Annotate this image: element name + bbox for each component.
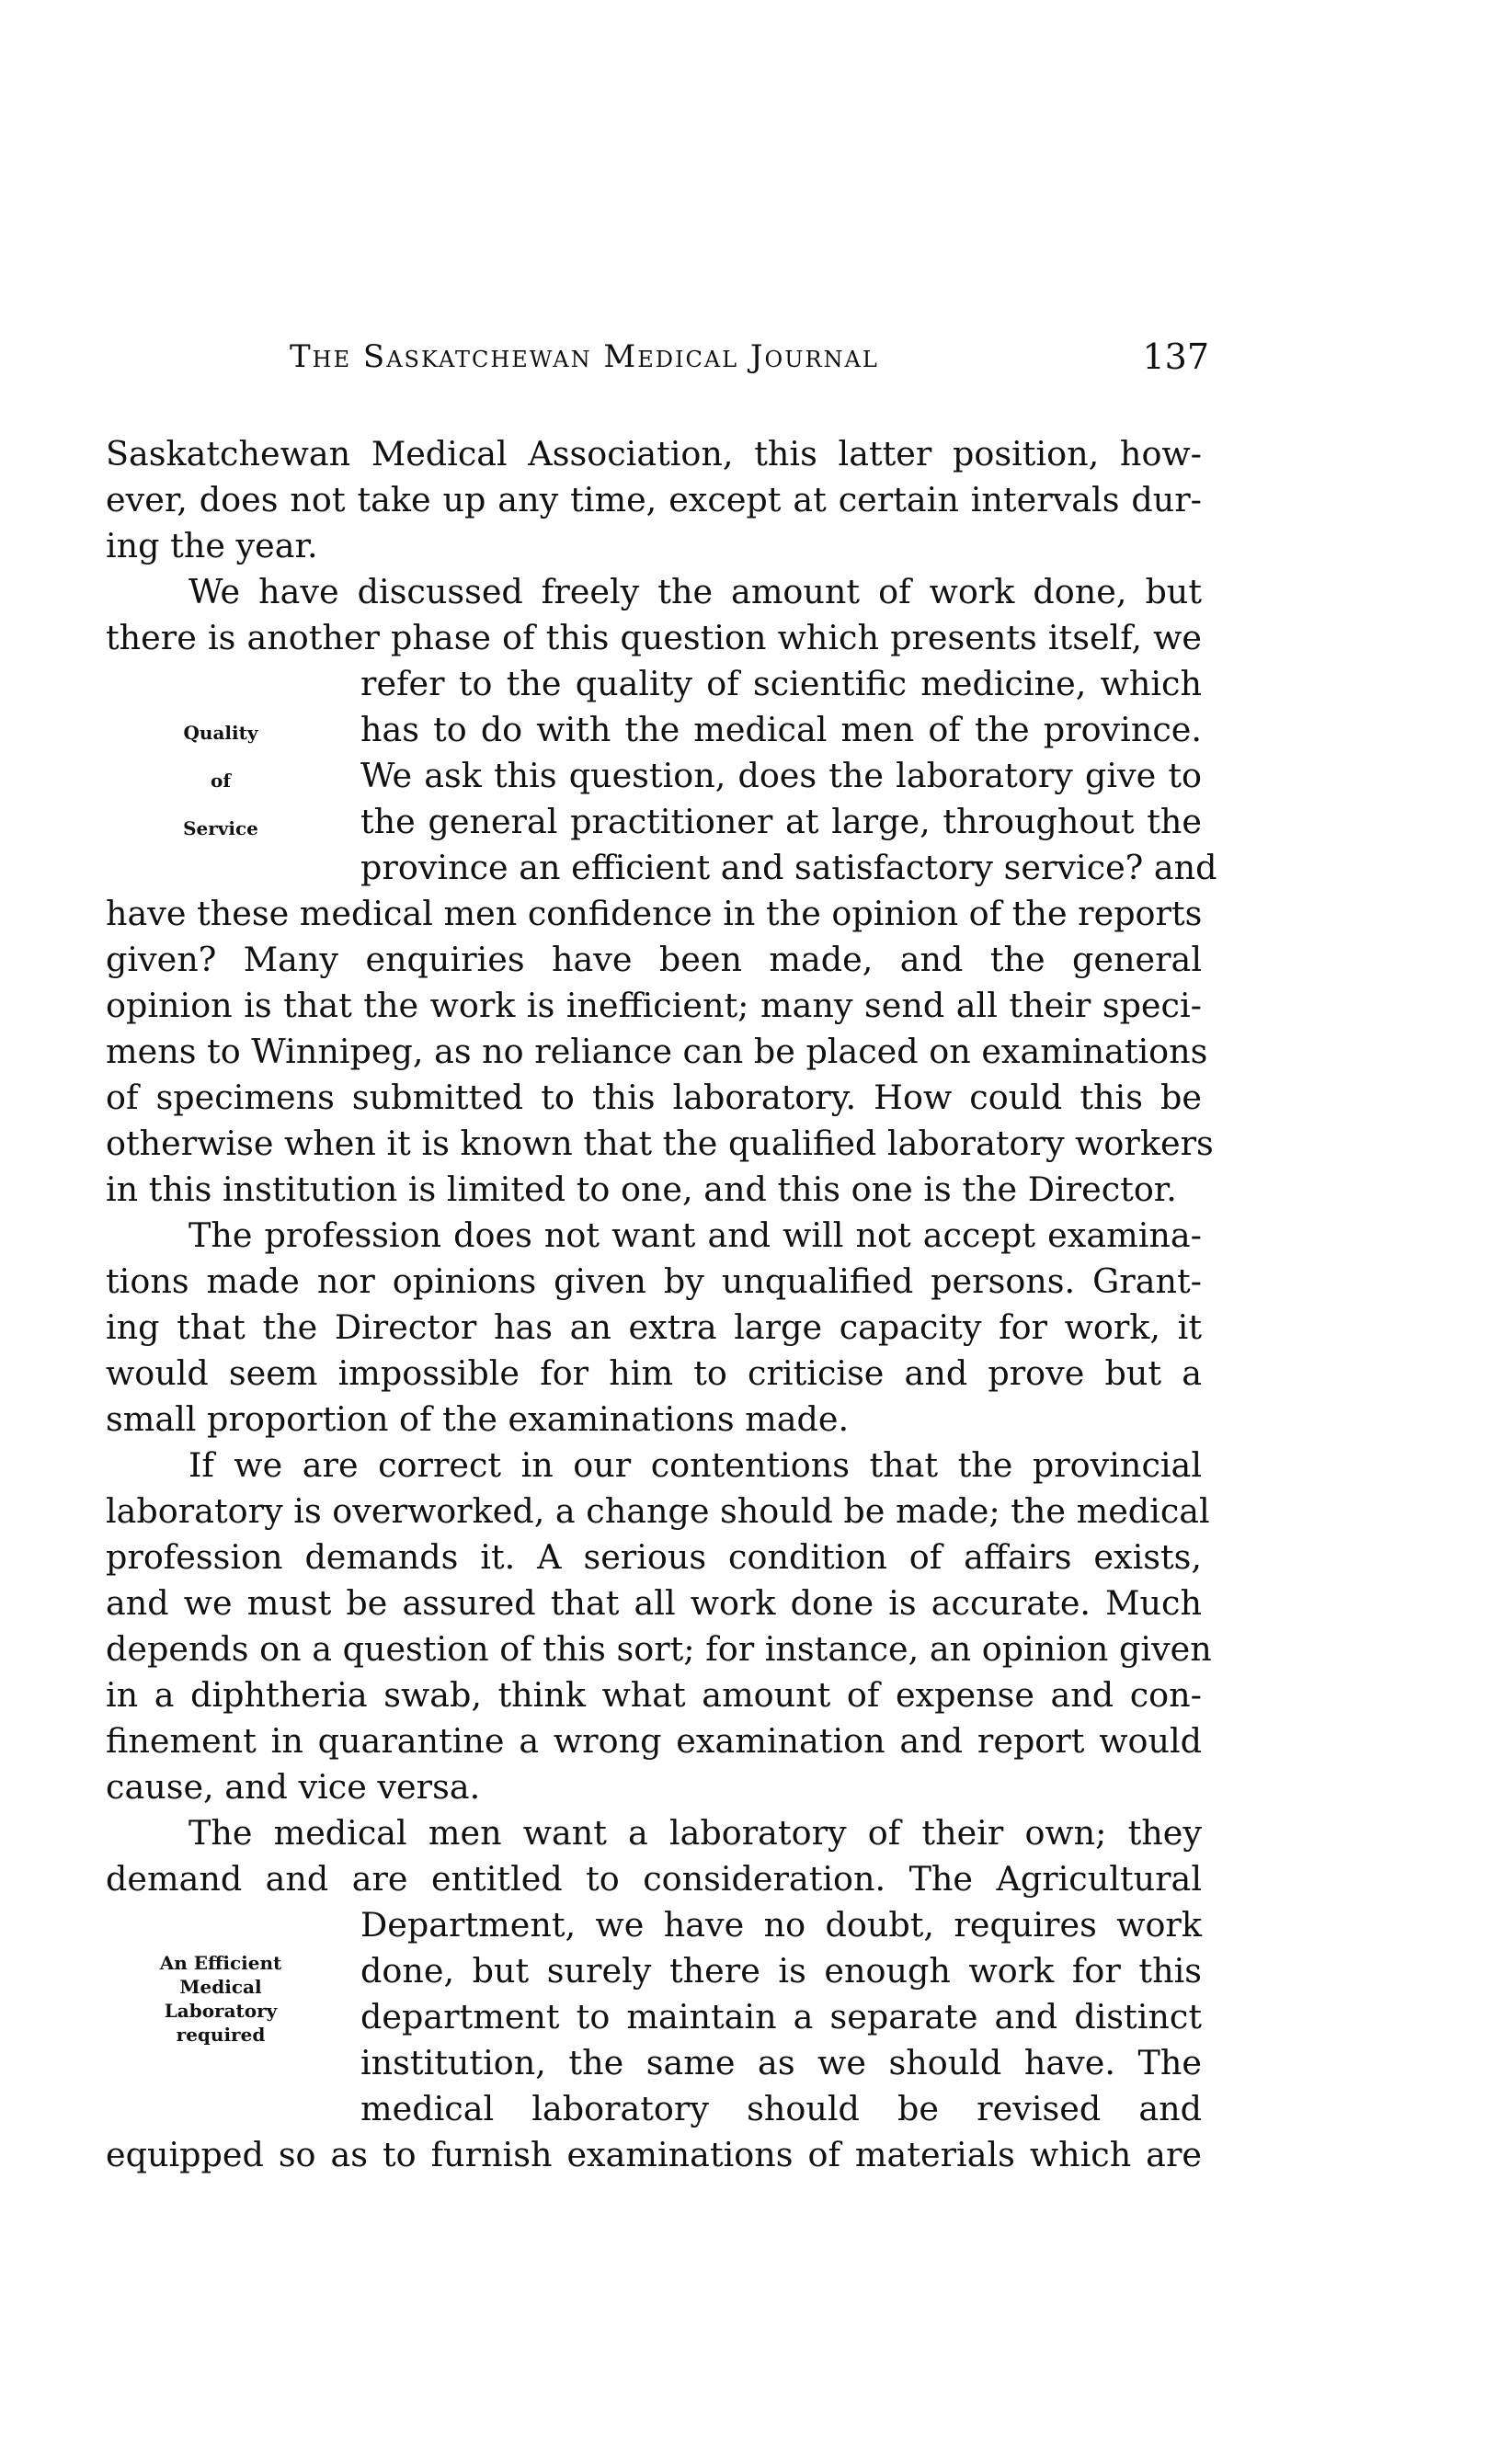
body-line: We have discussed freely the amount of work done, but xyxy=(188,572,1202,611)
body-line: have these medical men confidence in the opinion of the reports xyxy=(106,894,1203,933)
body-line: finement in quarantine a wrong examination and report would xyxy=(106,1721,1202,1761)
sidenote-line: An Efficient xyxy=(159,1952,282,1974)
sidenote-line: Quality xyxy=(183,722,258,744)
body-line: equipped so as to furnish examinations of materials which are xyxy=(106,2135,1202,2174)
sidenote-line: Service xyxy=(183,817,258,839)
body-line: Saskatchewan Medical Association, this latter position, how- xyxy=(106,434,1202,473)
body-line: of specimens submitted to this laboratory. How could this be xyxy=(106,1078,1202,1117)
body-line: has to do with the medical men of the province. xyxy=(360,710,1202,749)
body-line: institution, the same as we should have. The xyxy=(360,2043,1202,2082)
body-line: The medical men want a laboratory of their own; they xyxy=(188,1813,1202,1853)
body-line: cause, and vice versa. xyxy=(106,1767,481,1807)
body-line: ing the year. xyxy=(106,526,318,565)
body-line: tions made nor opinions given by unqualified persons. Grant- xyxy=(106,1261,1202,1301)
body-line: in a diphtheria swab, think what amount of expense and con- xyxy=(106,1675,1202,1715)
body-line: ing that the Director has an extra large capacity for work, it xyxy=(106,1307,1202,1347)
body-line: We ask this question, does the laboratory give to xyxy=(360,756,1202,795)
body-line: If we are correct in our contentions that the provincial xyxy=(188,1445,1202,1485)
body-line: profession demands it. A serious condition of affairs exists, xyxy=(106,1537,1202,1577)
body-line: demand and are entitled to consideration. The Agricultural xyxy=(106,1859,1202,1899)
body-line: Department, we have no doubt, requires work xyxy=(360,1905,1202,1945)
sidenote-line: required xyxy=(176,2024,266,2046)
sidenote-line: Medical xyxy=(179,1976,262,1998)
body-line: mens to Winnipeg, as no reliance can be placed on examinations xyxy=(106,1032,1208,1071)
running-header xyxy=(290,338,1209,390)
sidenote-efficient-laboratory xyxy=(138,1951,303,2047)
body-line: the general practitioner at large, throughout the xyxy=(360,802,1202,841)
body-line: there is another phase of this question which presents itself, we xyxy=(106,618,1202,657)
body-line: medical laboratory should be revised and xyxy=(360,2089,1202,2128)
sidenote-line: Laboratory xyxy=(164,2000,278,2022)
body-line: depends on a question of this sort; for instance, an opinion given xyxy=(106,1629,1212,1669)
body-line: would seem impossible for him to criticise and prove but a xyxy=(106,1353,1202,1393)
body-line: in this institution is limited to one, and this one is the Director. xyxy=(106,1169,1177,1209)
body-line: done, but surely there is enough work for this xyxy=(360,1951,1202,1991)
body-line: The profession does not want and will not accept examina- xyxy=(188,1215,1202,1255)
sidenote-line: of xyxy=(211,770,231,792)
body-line: ever, does not take up any time, except at certain intervals dur- xyxy=(106,480,1202,519)
page-number: 137 xyxy=(1142,337,1209,377)
sidenote-quality-of-service xyxy=(170,719,271,862)
body-line: refer to the quality of scientific medicine, which xyxy=(360,664,1202,703)
body-line: given? Many enquiries have been made, and the general xyxy=(106,940,1202,979)
body-line: province an efficient and satisfactory service? and xyxy=(360,848,1217,887)
body-line: small proportion of the examinations made. xyxy=(106,1399,850,1439)
body-line: opinion is that the work is inefficient; many send all their speci- xyxy=(106,986,1202,1025)
body-line: otherwise when it is known that the qualified laboratory workers xyxy=(106,1124,1214,1163)
body-line: department to maintain a separate and distinct xyxy=(360,1997,1202,2036)
body-line: and we must be assured that all work done is accurate. Much xyxy=(106,1583,1202,1623)
body-line: laboratory is overworked, a change should be made; the medical xyxy=(106,1491,1210,1531)
running-title: The Saskatchewan Medical Journal xyxy=(290,338,879,375)
